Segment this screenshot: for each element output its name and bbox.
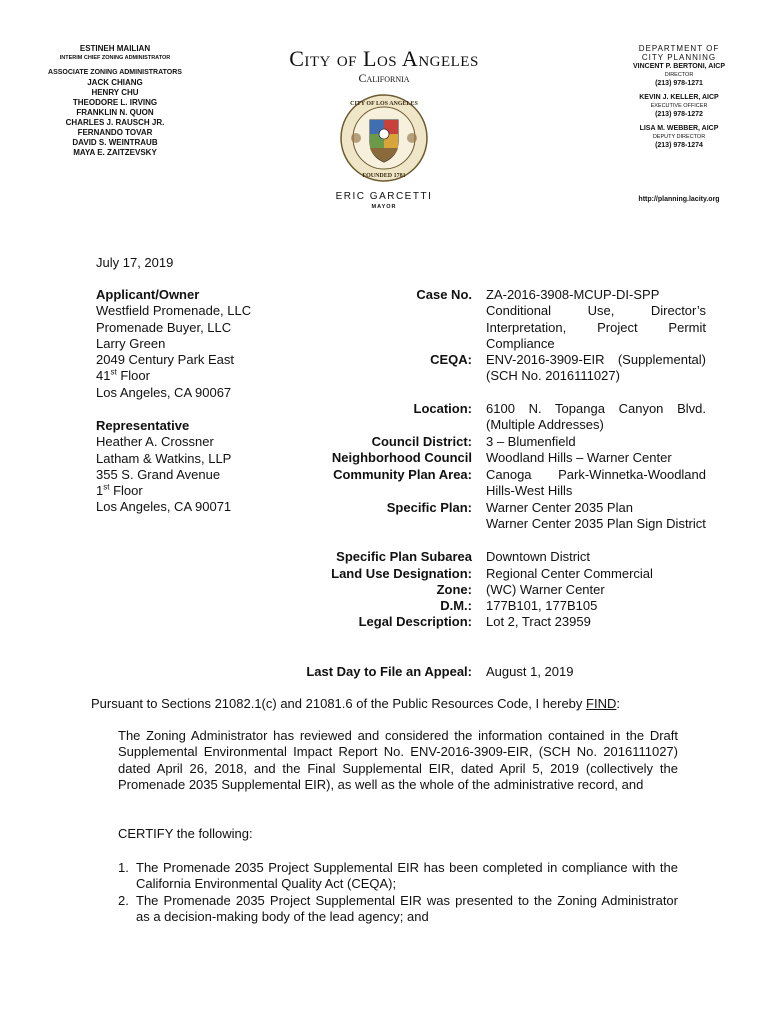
legal-description-label: Legal Description: [358, 614, 472, 629]
official-title: EXECUTIVE OFFICER [650, 103, 708, 109]
applicant-line: Westfield Promenade, LLC [96, 303, 252, 319]
letterhead-left-column [30, 44, 200, 158]
council-district-value: 3 – Blumenfield [486, 434, 576, 449]
ceqa-label: CEQA: [430, 352, 472, 367]
state-subtitle: California [358, 71, 410, 85]
neighborhood-council-value: Woodland Hills – Warner Center [486, 450, 672, 465]
associate-za-name: THEODORE L. IRVING [72, 98, 158, 107]
find-word: FIND [586, 696, 617, 711]
official-phone: (213) 978-1271 [655, 80, 703, 87]
case-number-value: ZA-2016-3908-MCUP-DI-SPP Conditional Use, Director’s Interpretation, Project Permit Compliance [486, 287, 706, 351]
location-value: 6100 N. Topanga Canyon Blvd. (Multiple Addresses) [486, 401, 706, 433]
official-name: VINCENT P. BERTONI, AICP [632, 63, 726, 70]
council-district-label: Council District: [371, 434, 472, 449]
official-title: DEPUTY DIRECTOR [652, 134, 706, 140]
zone-label: Zone: [436, 582, 472, 597]
seal-bottom-text: FOUNDED 1781 [362, 173, 406, 179]
chief-za-name: ESTINEH MAILIAN [79, 44, 151, 53]
ceqa-value: ENV-2016-3909-EIR (Supplemental) (SCH No. 2016111027) [486, 352, 706, 384]
land-use-label: Land Use Designation: [331, 566, 472, 581]
seal-top-text: CITY OF LOS ANGELES [350, 101, 418, 107]
findings-paragraph: The Zoning Administrator has reviewed and considered the information contained in the Draft Supplemental Environmental Impact Report No. ENV-2016-3909-EIR, (SCH No. 2016111027) dated April 26, 2018, and the Final Supplemental EIR, dated April 5, 2019 (collectively the Promenade 2035 Supplemental EIR), as well as the whole of the administrative record, and [118, 728, 678, 792]
representative-floor: 1st Floor [96, 482, 143, 499]
representative-heading: Representative [96, 418, 190, 433]
findings-lead-sentence: Pursuant to Sections 21082.1(c) and 21081.6 of the Public Resources Code, I hereby FIND: [91, 696, 620, 711]
list-item: 2. The Promenade 2035 Project Supplemental EIR was presented to the Zoning Administrator as a decision-making body of the lead agency; and [118, 892, 678, 924]
subarea-label: Specific Plan Subarea [336, 549, 472, 564]
applicant-block [96, 287, 336, 401]
subarea-value: Downtown District [486, 549, 591, 564]
mayor-name: ERIC GARCETTI [335, 191, 433, 202]
list-item: 1. The Promenade 2035 Project Supplemental EIR has been completed in compliance with the California Environmental Quality Act (CEQA); [118, 860, 678, 892]
applicant-heading: Applicant/Owner [96, 287, 200, 302]
appeal-deadline-value: August 1, 2019 [486, 664, 574, 679]
applicant-line: Larry Green [96, 335, 166, 351]
mayor-title: MAYOR [371, 204, 397, 210]
location-label: Location: [413, 401, 472, 416]
letter-date: July 17, 2019 [96, 255, 174, 270]
representative-line: Los Angeles, CA 90071 [96, 499, 232, 515]
representative-line: Heather A. Crossner [96, 434, 214, 450]
associate-za-name: FRANKLIN N. QUON [76, 108, 154, 117]
appeal-deadline-label: Last Day to File an Appeal: [306, 664, 472, 679]
department-line-1: DEPARTMENT OF [638, 44, 720, 53]
official-name: LISA M. WEBBER, AICP [639, 125, 719, 132]
city-title: City of Los Angeles [289, 46, 479, 71]
official-phone: (213) 978-1274 [655, 142, 703, 149]
associate-za-name: FERNANDO TOVAR [77, 128, 153, 137]
chief-za-title: INTERIM CHIEF ZONING ADMINISTRATOR [59, 55, 171, 61]
associate-za-name: MAYA E. ZAITZEVSKY [73, 148, 157, 157]
community-plan-value: Canoga Park-Winnetka-Woodland Hills-West Hills [486, 467, 706, 499]
specific-plan-label: Specific Plan: [386, 500, 472, 515]
representative-line: 355 S. Grand Avenue [96, 466, 221, 482]
dm-value: 177B101, 177B105 [486, 598, 598, 613]
department-website-link[interactable]: http://planning.lacity.org [638, 196, 720, 203]
official-name: KEVIN J. KELLER, AICP [639, 94, 719, 101]
letterhead-right-column [604, 44, 754, 150]
applicant-line: Promenade Buyer, LLC [96, 319, 232, 335]
official-title: DIRECTOR [664, 72, 694, 78]
city-seal-icon [340, 94, 428, 182]
associate-za-name: CHARLES J. RAUSCH JR. [65, 118, 165, 127]
applicant-line: Los Angeles, CA 90067 [96, 384, 232, 400]
community-plan-label: Community Plan Area: [333, 467, 472, 482]
specific-plan-value: Warner Center 2035 Plan Sign District [486, 516, 706, 532]
department-line-2: CITY PLANNING [641, 53, 717, 62]
associate-za-name: HENRY CHU [91, 88, 139, 97]
neighborhood-council-label: Neighborhood Council [331, 450, 472, 465]
dm-label: D.M.: [440, 598, 472, 613]
official-phone: (213) 978-1272 [655, 111, 703, 118]
case-number-label: Case No. [416, 287, 472, 302]
land-use-value: Regional Center Commercial [486, 566, 653, 581]
applicant-line: 2049 Century Park East [96, 352, 235, 368]
certification-list [118, 860, 678, 925]
associate-za-name: DAVID S. WEINTRAUB [72, 138, 158, 147]
certify-heading: CERTIFY the following: [118, 826, 253, 841]
applicant-floor: 41st Floor [96, 368, 150, 384]
specific-plan-value: Warner Center 2035 Plan [486, 500, 633, 515]
legal-description-value: Lot 2, Tract 23959 [486, 614, 591, 629]
zone-value: (WC) Warner Center [486, 582, 605, 597]
associate-za-heading: ASSOCIATE ZONING ADMINISTRATORS [48, 69, 182, 76]
representative-line: Latham & Watkins, LLP [96, 450, 232, 466]
associate-za-name: JACK CHIANG [87, 78, 143, 87]
